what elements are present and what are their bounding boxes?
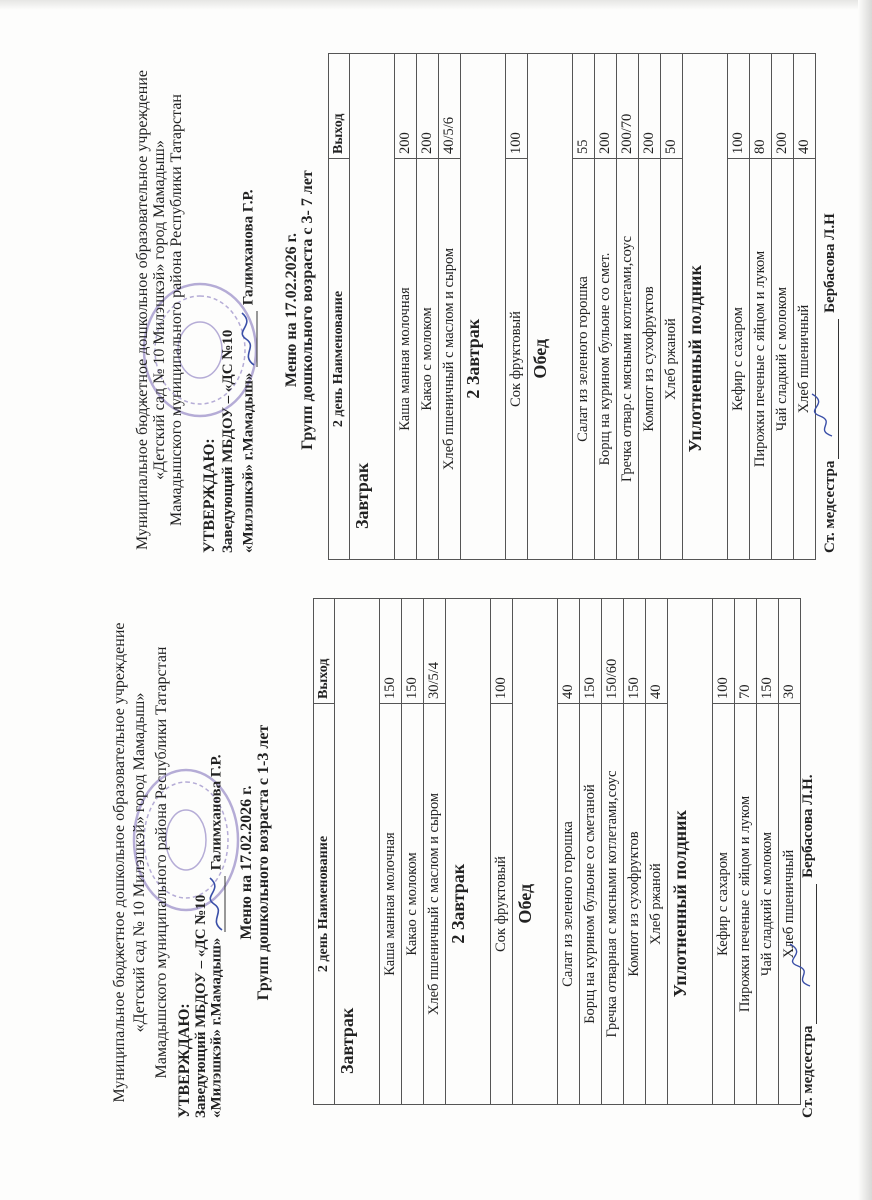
footer-name: Бербасова Л.Н	[822, 213, 838, 313]
dish-output: 150	[757, 599, 779, 704]
table-row	[757, 599, 779, 1105]
section-row	[461, 54, 506, 560]
section-title: Уплотненный полдник	[683, 159, 728, 560]
section-title: Уплотненный полдник	[668, 704, 713, 1105]
dish-name: Хлеб пшеничный	[779, 704, 801, 1105]
dish-output: 100	[728, 54, 750, 159]
section-row	[446, 599, 491, 1105]
table-row	[646, 599, 668, 1105]
table-row	[728, 54, 750, 560]
scan-shadow-top	[0, 0, 872, 10]
section-row	[668, 599, 713, 1105]
dish-output: 40	[646, 599, 668, 704]
dish-name: Борщ на курином бульоне со сметаной	[580, 704, 602, 1105]
dish-output: 150	[624, 599, 646, 704]
header-output: Выход	[329, 54, 350, 159]
dish-output: 40	[558, 599, 580, 704]
table-row	[424, 599, 446, 1105]
dish-output: 55	[573, 54, 595, 159]
dish-name: Хлеб пшеничный	[794, 159, 816, 560]
table-row	[491, 599, 513, 1105]
section-output-empty	[335, 599, 380, 704]
table-row	[417, 54, 439, 560]
approve-name: Галимханова Г.Р.	[208, 754, 225, 871]
section-output-empty	[461, 54, 506, 159]
section-output-empty	[350, 54, 395, 159]
dish-name: Хлеб пшеничный с маслом и сыром	[424, 704, 446, 1105]
dish-output: 50	[661, 54, 683, 159]
section-row	[683, 54, 728, 560]
dish-name: Гречка отварная с мясными котлетами,соус	[602, 704, 624, 1105]
dish-output: 200/70	[617, 54, 639, 159]
dish-name: Каша манная молочная	[380, 704, 402, 1105]
footer-name: Бербасова Л.Н.	[800, 774, 816, 878]
dish-name: Кефир с сахаром	[728, 159, 750, 560]
dish-name: Каша манная молочная	[395, 159, 417, 560]
section-output-empty	[683, 54, 728, 159]
org-line-2: «Детский сад № 10 Милэшкэй» город Мамадыш»	[131, 692, 148, 1033]
section-output-empty	[513, 599, 558, 704]
dish-output: 150	[402, 599, 424, 704]
org-line-1: Муниципальное бюджетное дошкольное образовательное учреждение	[134, 70, 151, 550]
dish-name: Сок фруктовый	[491, 704, 513, 1105]
header-name: 2 день Наименование	[329, 159, 350, 560]
menu-title: Меню на 17.02.2026 г.	[238, 785, 255, 940]
dish-output: 200	[772, 54, 794, 159]
menu-table	[328, 53, 816, 560]
table-row	[506, 54, 528, 560]
table-row	[395, 54, 417, 560]
dish-name: Пирожки печеные с яйцом и луком	[750, 159, 772, 560]
dish-name: Хлеб ржаной	[646, 704, 668, 1105]
dish-name: Какао с молоком	[402, 704, 424, 1105]
section-row	[513, 599, 558, 1105]
dish-name: Чай сладкий с молоком	[757, 704, 779, 1105]
table-row	[573, 54, 595, 560]
table-row	[402, 599, 424, 1105]
dish-name: Компот из сухофруктов	[624, 704, 646, 1105]
dish-output: 150	[580, 599, 602, 704]
table-row	[661, 54, 683, 560]
table-row	[772, 54, 794, 560]
table-row	[580, 599, 602, 1105]
table-header-row	[314, 599, 335, 1105]
section-title: Завтрак	[350, 159, 395, 560]
dish-name: Хлеб ржаной	[661, 159, 683, 560]
group-title: Групп дошкольного возраста с 3- 7 лет	[299, 170, 316, 450]
scan-shadow-edge	[858, 0, 872, 1200]
table-row	[439, 54, 461, 560]
dish-output: 70	[735, 599, 757, 704]
dish-output: 200	[395, 54, 417, 159]
nurse-signature-icon	[788, 940, 818, 990]
dish-output: 30/5/4	[424, 599, 446, 704]
header-output: Выход	[314, 599, 335, 704]
section-title: Завтрак	[335, 704, 380, 1105]
table-row	[624, 599, 646, 1105]
dish-name: Салат из зеленого горошка	[558, 704, 580, 1105]
section-row	[528, 54, 573, 560]
menu-title: Меню на 17.02.2026 г.	[283, 232, 300, 388]
menu-sheet-3-7	[110, 45, 850, 575]
table-row	[617, 54, 639, 560]
table-row	[794, 54, 816, 560]
dish-name: Хлеб пшеничный с маслом и сыром	[439, 159, 461, 560]
section-title: 2 Завтрак	[461, 159, 506, 560]
table-row	[750, 54, 772, 560]
org-line-2: «Детский сад № 10 Милэшкэй» город Мамадыш»	[151, 140, 168, 480]
approve-position: Заведующий МБДОУ – «ДС №10	[193, 894, 209, 1118]
approve-line	[206, 563, 228, 1118]
section-title: Обед	[513, 704, 558, 1105]
header-name: 2 день Наименование	[314, 704, 335, 1105]
dish-output: 200	[639, 54, 661, 159]
dish-output: 100	[506, 54, 528, 159]
table-row	[779, 599, 801, 1105]
dish-name: Гречка отвар.с мясными котлетами,соус	[617, 159, 639, 560]
menu-sheet-1-3	[100, 585, 830, 1140]
nurse-signature-icon	[810, 390, 840, 440]
signature-icon	[206, 874, 228, 934]
approve-title: УТВЕРЖДАЮ:	[176, 1003, 193, 1118]
approve-position: Заведующий МБДОУ – «ДС №10	[220, 329, 236, 553]
footer-signature	[822, 213, 839, 553]
table-row	[713, 599, 735, 1105]
approve-org: «Милэшкэй» г.Мамадыш»	[240, 372, 257, 553]
table-header-row	[329, 54, 350, 560]
dish-name: Кефир с сахаром	[713, 704, 735, 1105]
dish-name: Пирожки печеные с яйцом и луком	[735, 704, 757, 1105]
dish-output: 150	[380, 599, 402, 704]
section-row	[335, 599, 380, 1105]
section-output-empty	[668, 599, 713, 704]
dish-output: 200	[595, 54, 617, 159]
section-row	[350, 54, 395, 560]
table-row	[595, 54, 617, 560]
dish-output: 40	[794, 54, 816, 159]
section-output-empty	[528, 54, 573, 159]
section-output-empty	[446, 599, 491, 704]
org-line-3: Мамадышского муниципального района Республики Татарстан	[168, 94, 185, 526]
dish-output: 100	[491, 599, 513, 704]
table-row	[558, 599, 580, 1105]
table-row	[735, 599, 757, 1105]
approve-title: УТВЕРЖДАЮ:	[201, 438, 218, 553]
table-row	[602, 599, 624, 1105]
approve-org: «Милэшкэй» г.Мамадыш»	[208, 937, 225, 1118]
dish-name: Чай сладкий с молоком	[772, 159, 794, 560]
table-row	[639, 54, 661, 560]
dish-name: Борщ на курином бульоне со смет.	[595, 159, 617, 560]
section-title: Обед	[528, 159, 573, 560]
dish-output: 30	[779, 599, 801, 704]
dish-output: 100	[713, 599, 735, 704]
group-title: Групп дошкольного возраста с 1-3 лет	[255, 724, 272, 1001]
dish-output: 40/5/6	[439, 54, 461, 159]
footer-role: Ст. медсестра	[822, 460, 838, 553]
table-row	[380, 599, 402, 1105]
dish-name: Какао с молоком	[417, 159, 439, 560]
org-line-3: Мамадышского муниципального района Республики Татарстан	[153, 646, 170, 1079]
dish-output: 200	[417, 54, 439, 159]
dish-name: Салат из зеленого горошка	[573, 159, 595, 560]
dish-output: 150/60	[602, 599, 624, 704]
dish-name: Сок фруктовый	[506, 159, 528, 560]
approve-line	[238, 23, 260, 553]
dish-output: 80	[750, 54, 772, 159]
org-line-1: Муниципальное бюджетное дошкольное образовательное учреждение	[111, 622, 128, 1103]
section-title: 2 Завтрак	[446, 704, 491, 1105]
approve-name: Галимханова Г.Р.	[240, 189, 257, 306]
footer-role: Ст. медсестра	[800, 1025, 816, 1118]
signature-icon	[238, 309, 260, 369]
dish-name: Компот из сухофруктов	[639, 159, 661, 560]
menu-table	[313, 598, 801, 1105]
